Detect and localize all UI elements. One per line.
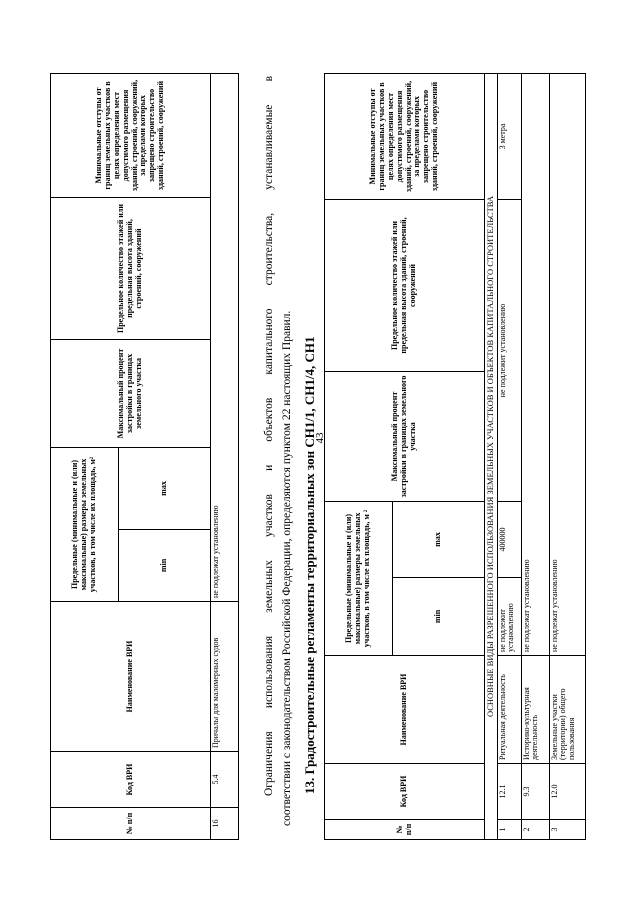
table-row	[211, 74, 239, 840]
cell-num: 16	[211, 808, 239, 840]
section-row	[485, 74, 498, 840]
section-heading: 13. Градостроительные регламенты территориальных зон СН1/1, СН1/4, СН1	[302, 336, 317, 794]
header-size-group: Предельные (минимальные и (или) максимальные) размеры земельных участков, в том числе их площадь, м ²	[325, 502, 393, 656]
paragraph-line-1: Ограничения использования земельных участков и объектов капитального строительства, устанавливаемые в	[263, 76, 275, 796]
cell-code: 12.0	[549, 764, 585, 820]
cell-span: не подлежат установлению	[549, 74, 585, 656]
cell-code: 5.4	[211, 752, 239, 808]
header-name: Наименование ВРИ	[51, 602, 211, 752]
regulations-table	[324, 73, 586, 840]
regulations-table-continuation	[50, 73, 239, 840]
header-code: Код ВРИ	[51, 752, 211, 808]
header-name: Наименование ВРИ	[325, 656, 485, 764]
header-setbacks: Минимальные отступы от границ земельных участков в целях определения мест допустимого размещения зданий, строений, сооружений, за пределами которых запрещено строительство зданий, строений, сооружений	[325, 74, 485, 200]
cell-size-max: 400000	[497, 502, 521, 578]
header-num: № п/п	[325, 820, 485, 840]
cell-size-min: не подлежит установлению	[497, 578, 521, 656]
header-setbacks: Минимальные отступы от границ земельных участков в целях определения мест допустимого размещения зданий, строений, сооружений, за пределами которых запрещено строительство зданий, строений, сооружений	[51, 74, 211, 198]
cell-name: Историко-культурная деятельность	[521, 656, 549, 764]
cell-code: 12.1	[497, 764, 521, 820]
header-size-min: min	[393, 578, 485, 656]
cell-num: 2	[521, 820, 549, 840]
cell-code: 9.3	[521, 764, 549, 820]
header-max-percent: Максимальный процент застройки в границах земельного участка	[51, 340, 211, 448]
paragraph-line-2: соответствии с законодательством Российской Федерации, определяются пунктом 22 настоящих Правил.	[281, 310, 294, 826]
header-size-min: min	[119, 530, 211, 602]
header-floors: Предельное количество этажей или предельная высота зданий, строений, сооружений	[51, 198, 211, 340]
header-floors: Предельное количество этажей или предельная высота зданий, строений, сооружений	[325, 200, 485, 372]
cell-num: 1	[497, 820, 521, 840]
table-row	[549, 74, 585, 840]
cell-name: Ритуальная деятельность	[497, 656, 521, 764]
cell-name: Причалы для маломерных судов	[211, 602, 239, 752]
header-size-max: max	[393, 502, 485, 578]
cell-percent-floors: не подлежит установлению	[497, 200, 521, 502]
cell-setback: 3 метра	[497, 74, 521, 200]
table-row	[521, 74, 549, 840]
cell-num: 3	[549, 820, 585, 840]
header-max-percent: Максимальный процент застройки в границах земельного участка	[325, 372, 485, 502]
restrictions-paragraph	[260, 76, 297, 826]
header-num: № п/п	[51, 808, 211, 840]
cell-span: не подлежат установлению	[521, 74, 549, 656]
header-size-group: Предельные (минимальные и (или) максимальные) размеры земельных участков, в том числе их площадь, м²	[51, 448, 119, 602]
header-size-max: max	[119, 448, 211, 530]
section-title: ОСНОВНЫЕ ВИДЫ РАЗРЕШЕННОГО ИСПОЛЬЗОВАНИЯ ЗЕМЕЛЬНЫХ УЧАСТКОВ И ОБЪЕКТОВ КАПИТАЛЬНОГО СТРОИТЕЛЬСТВА	[485, 74, 498, 840]
rotated-page	[50, 70, 590, 840]
header-code: Код ВРИ	[325, 764, 485, 820]
cell-size-span: не подлежат установлению	[211, 74, 239, 602]
cell-name: Земельные участки (территории) общего пользования	[549, 656, 585, 764]
page-number: 43	[314, 432, 326, 444]
table-row	[497, 74, 521, 840]
